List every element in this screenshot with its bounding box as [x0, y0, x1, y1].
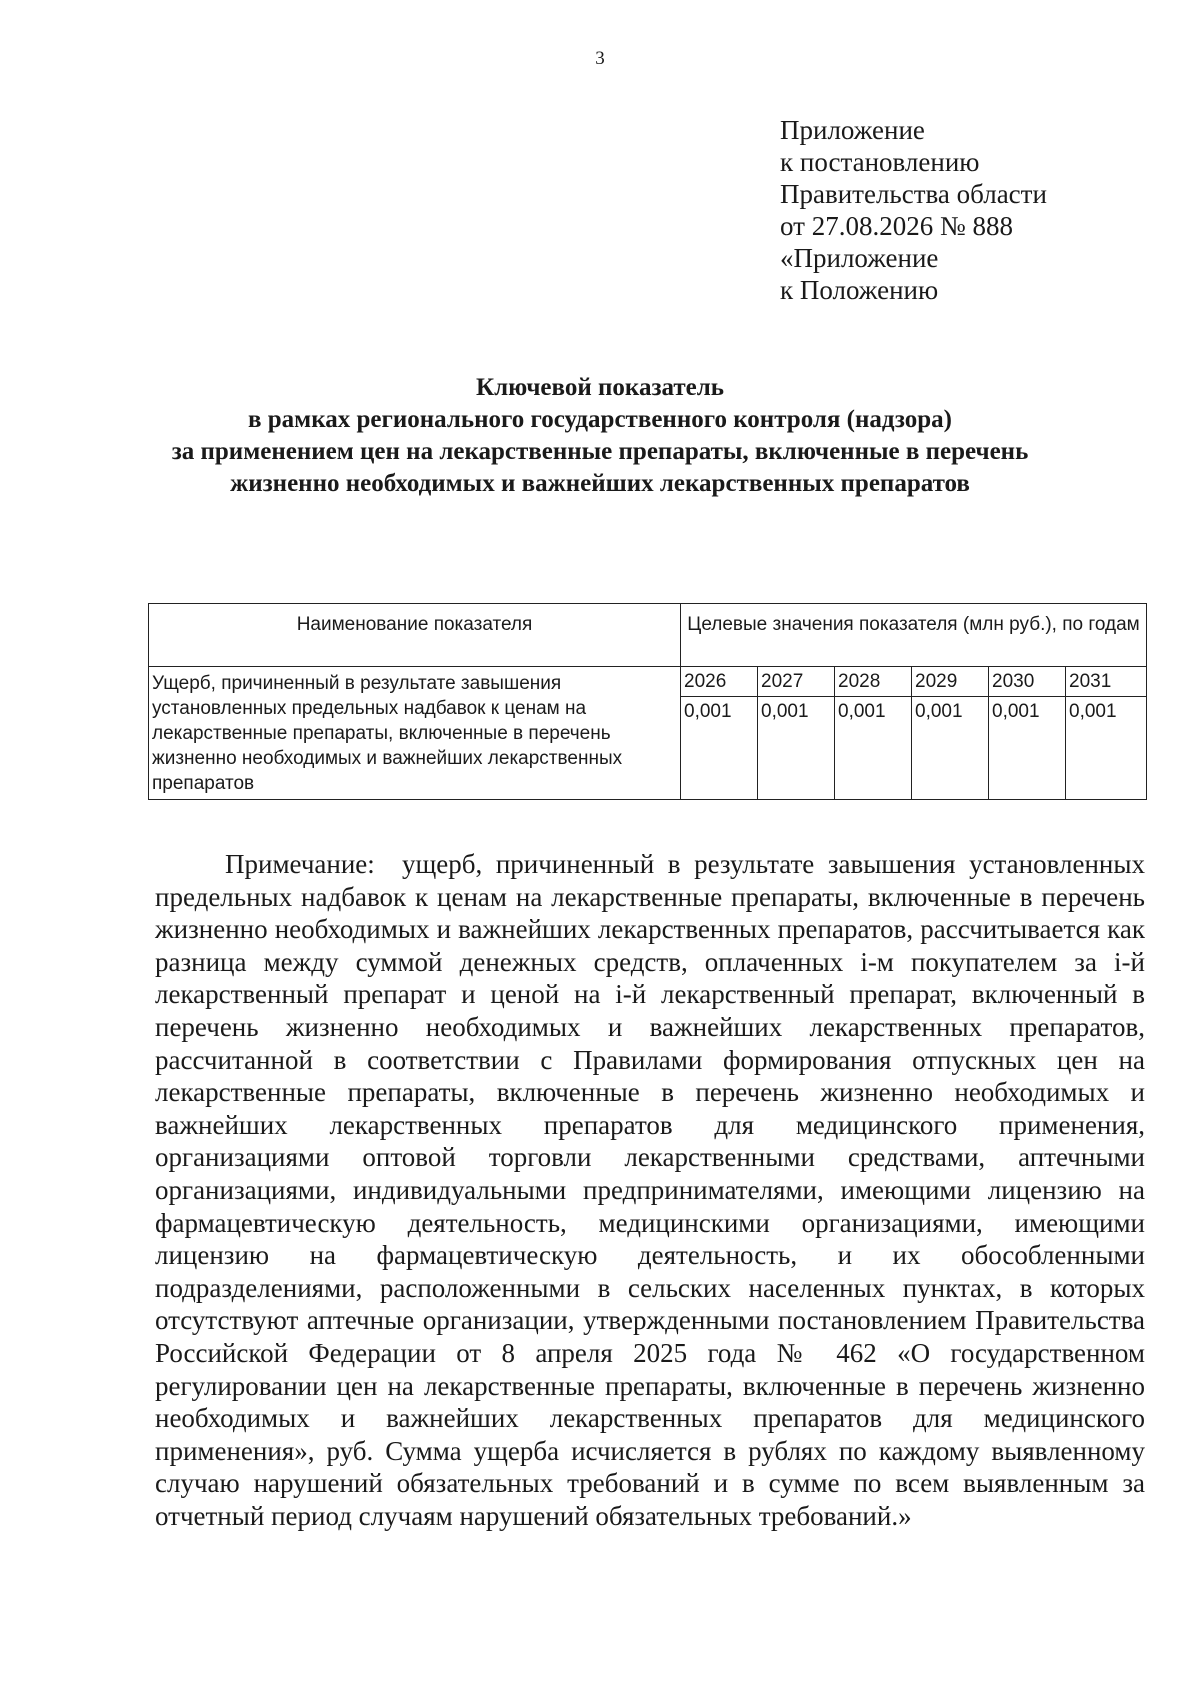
indicator-table [148, 603, 1147, 800]
indicator-name-cell: Ущерб, причиненный в результате завышения установленных предельных надбавок к ценам на лекарственные препараты, включенные в перечень жизненно необходимых и важнейших лекарственных препаратов [149, 667, 681, 800]
value-cell: 0,001 [681, 697, 758, 800]
year-cell: 2028 [835, 667, 912, 697]
table-header-row [149, 604, 1147, 667]
note-paragraph [155, 848, 1145, 1532]
value-cell: 0,001 [835, 697, 912, 800]
appendix-line: Приложение [780, 115, 925, 145]
title-line: в рамках регионального государственного контроля (надзора) [248, 406, 952, 433]
page-number: 3 [595, 48, 605, 69]
year-cell: 2030 [989, 667, 1066, 697]
document-title [100, 372, 1100, 500]
note-label: Примечание: [225, 849, 375, 879]
value-cell: 0,001 [912, 697, 989, 800]
year-cell: 2029 [912, 667, 989, 697]
value-cell: 0,001 [1066, 697, 1147, 800]
appendix-line: к Положению [780, 275, 939, 305]
table-row [149, 667, 1147, 697]
title-line: Ключевой показатель [476, 374, 724, 401]
header-indicator-name: Наименование показателя [149, 604, 681, 667]
year-cell: 2027 [758, 667, 835, 697]
title-line: жизненно необходимых и важнейших лекарственных препаратов [230, 470, 970, 497]
value-cell: 0,001 [989, 697, 1066, 800]
header-target-values: Целевые значения показателя (млн руб.), по годам [681, 604, 1147, 667]
note-text: ущерб, причиненный в результате завышения установленных предельных надбавок к ценам на лекарственные препараты, включенные в перечень жизненно необходимых и важнейших лекарственных препаратов, рассчитывается как разница между суммой денежных средств, оплаченных i-м покупателем за i-й лекарственный препарат и ценой на i-й лекарственный препарат, включенный в перечень жизненно необходимых и важнейших лекарственных препаратов, рассчитанной в соответствии с Правилами формирования отпускных цен на лекарственные препараты, включенные в перечень жизненно необходимых и важнейших лекарственных препаратов для медицинского применения, организациями оптовой торговли лекарственными средствами, аптечными организациями, индивидуальными предпринимателями, имеющими лицензию на фармацевтическую деятельность, медицинскими организациями, имеющими лицензию на фармацевтическую деятельность, и их обособленными подразделениями, расположенными в сельских населенных пунктах, в которых отсутствуют аптечные организации, утвержденными постановлением Правительства Российской Федерации от 8 апреля 2025 года № 462 «О государственном регулировании цен на лекарственные препараты, включенные в перечень жизненно необходимых и важнейших лекарственных препаратов для медицинского применения», руб. Сумма ущерба исчисляется в рублях по каждому выявленному случаю нарушений обязательных требований и в сумме по всем выявленным за отчетный период случаям нарушений обязательных требований.» [155, 849, 1145, 1531]
title-line: за применением цен на лекарственные препараты, включенные в перечень [171, 438, 1029, 465]
value-cell: 0,001 [758, 697, 835, 800]
appendix-reference [780, 114, 1180, 306]
appendix-line: Правительства области [780, 179, 1047, 209]
appendix-line: «Приложение [780, 243, 939, 273]
appendix-line: от 27.08.2026 № 888 [780, 211, 1013, 241]
year-cell: 2026 [681, 667, 758, 697]
year-cell: 2031 [1066, 667, 1147, 697]
appendix-line: к постановлению [780, 147, 980, 177]
